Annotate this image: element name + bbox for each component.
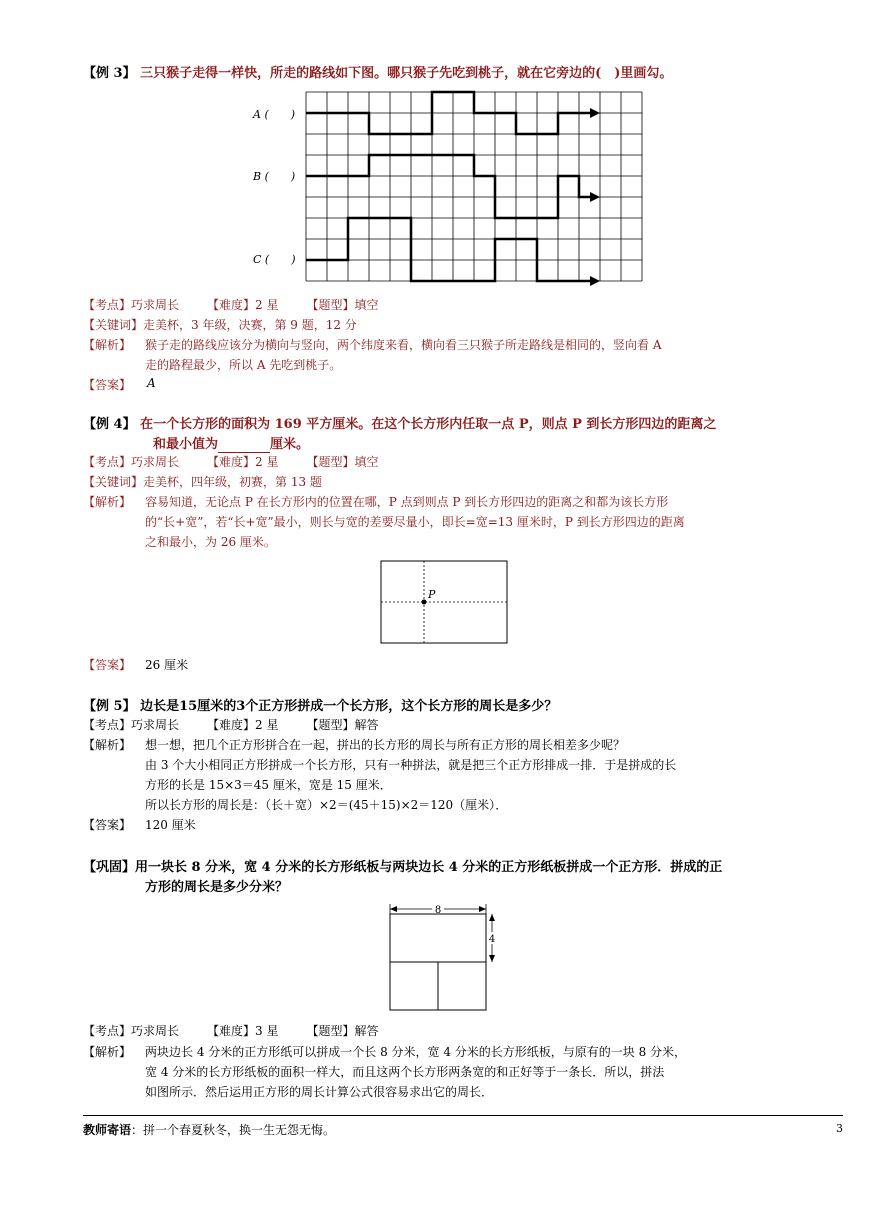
consolidation-question bbox=[83, 856, 722, 875]
example-5-question bbox=[83, 695, 557, 714]
consolidation-analysis-line: 如图所示．然后运用正方形的周长计算公式很容易求出它的周长． bbox=[145, 1085, 494, 1099]
difficulty: 【难度】2 星 bbox=[207, 298, 279, 312]
footer-divider bbox=[83, 1115, 843, 1116]
question-type: 【题型】填空 bbox=[306, 455, 379, 469]
example-4-text-2b: 厘米。 bbox=[270, 437, 310, 452]
arrow-c bbox=[590, 276, 600, 286]
point-p-label: P bbox=[428, 588, 436, 601]
example-4-question bbox=[83, 413, 716, 432]
example-3-keywords: 【关键词】走美杯，3 年级，决赛，第 9 题，12 分 bbox=[83, 318, 357, 332]
example-3-answer: A bbox=[147, 376, 156, 390]
example-4-analysis-line: 容易知道，无论点 P 在长方形内的位置在哪，P 点到则点 P 到长方形四边的距离之和都为该长方形 bbox=[145, 495, 669, 509]
example-3-analysis-line: 猴子走的路线应该分为横向与竖向，两个纬度来看，横向看三只猴子所走路线是相同的，竖向看 A bbox=[145, 338, 662, 352]
monkey-c-label: C ( ) bbox=[253, 253, 296, 266]
difficulty: 【难度】2 星 bbox=[207, 455, 279, 469]
route-b bbox=[306, 155, 590, 218]
example-5-tags bbox=[83, 716, 406, 733]
example-5-tag: 【例 5】 bbox=[83, 699, 136, 714]
difficulty: 【难度】3 星 bbox=[207, 1024, 279, 1038]
route-c bbox=[306, 218, 590, 281]
consolidation-analysis-line: 两块边长 4 分米的正方形纸可以拼成一个长 8 分米，宽 4 分米的长方形纸板，与原有的一块 8 分米， bbox=[145, 1045, 687, 1059]
example-5-analysis-line: 所以长方形的周长是：（长＋宽）×2＝(45＋15)×2＝120（厘米）． bbox=[145, 798, 508, 812]
example-3-answer-tag: 【答案】 bbox=[83, 378, 132, 392]
example-4-text: 在一个长方形的面积为 169 平方厘米。在这个长方形内任取一点 P，则点 P 到长方形四边的距离之 bbox=[140, 417, 717, 432]
kaodian: 【考点】巧求周长 bbox=[83, 455, 180, 469]
difficulty: 【难度】2 星 bbox=[207, 718, 279, 732]
footer-text: ：拼一个春夏秋冬，换一生无怨无悔。 bbox=[131, 1123, 336, 1137]
example-5-answer-tag: 【答案】 bbox=[83, 818, 132, 832]
example-4-analysis-line: 之和最小，为 26 厘米。 bbox=[145, 535, 276, 549]
dimension-length-label: 8 bbox=[434, 905, 442, 916]
arrow-b bbox=[590, 192, 600, 202]
square-assembly-diagram bbox=[380, 900, 500, 1015]
footer-label: 教师寄语 bbox=[83, 1123, 132, 1137]
consolidation-analysis-tag: 【解析】 bbox=[83, 1045, 132, 1059]
answer-blank bbox=[218, 437, 270, 453]
question-type: 【题型】解答 bbox=[306, 718, 379, 732]
example-3-tags bbox=[83, 296, 406, 313]
example-3-question bbox=[83, 62, 672, 81]
example-4-tag: 【例 4】 bbox=[83, 417, 136, 432]
consolidation-tags bbox=[83, 1022, 406, 1039]
example-4-analysis-tag: 【解析】 bbox=[83, 495, 132, 509]
question-type: 【题型】解答 bbox=[306, 1024, 379, 1038]
footer-teacher-note bbox=[83, 1121, 335, 1138]
example-4-analysis-line: 的“长+宽”，若“长+宽”最小，则长与宽的差要尽量小，即长=宽=13 厘米时，P 到长方形四边的距离 bbox=[145, 515, 685, 529]
arrow-a bbox=[590, 108, 600, 118]
consolidation-tag: 【巩固】 bbox=[83, 860, 136, 875]
example-3-text: 三只猴子走得一样快，所走的路线如下图。哪只猴子先吃到桃子，就在它旁边的( )里画勾。 bbox=[140, 66, 673, 81]
example-3-analysis-tag: 【解析】 bbox=[83, 338, 132, 352]
example-5-text: 边长是15厘米的3个正方形拼成一个长方形，这个长方形的周长是多少？ bbox=[140, 699, 558, 714]
page-number: 3 bbox=[836, 1122, 843, 1135]
monkey-route-grid bbox=[300, 85, 650, 290]
example-4-answer: 26 厘米 bbox=[145, 658, 189, 672]
example-4-answer-tag: 【答案】 bbox=[83, 658, 132, 672]
monkey-a-label: A ( ) bbox=[253, 108, 296, 121]
kaodian: 【考点】巧求周长 bbox=[83, 1024, 180, 1038]
consolidation-analysis-line: 宽 4 分米的长方形纸板的面积一样大，而且这两个长方形两条宽的和正好等于一条长．所以，拼法 bbox=[145, 1065, 665, 1079]
question-type: 【题型】填空 bbox=[306, 298, 379, 312]
example-5-analysis-line: 方形的长是 15×3＝45 厘米，宽是 15 厘米． bbox=[145, 778, 392, 792]
example-4-keywords: 【关键词】走美杯，四年级，初赛，第 13 题 bbox=[83, 475, 322, 489]
consolidation-text: 用一块长 8 分米，宽 4 分米的长方形纸板与两块边长 4 分米的正方形纸板拼成一个正方形．拼成的正 bbox=[135, 860, 723, 875]
kaodian: 【考点】巧求周长 bbox=[83, 298, 180, 312]
example-5-analysis-tag: 【解析】 bbox=[83, 738, 132, 752]
rectangle-point-diagram bbox=[380, 560, 510, 646]
example-4-question-line2 bbox=[153, 433, 309, 453]
example-4-text-2a: 和最小值为 bbox=[153, 437, 219, 452]
example-5-answer: 120 厘米 bbox=[145, 818, 196, 832]
example-3-analysis-line: 走的路程最少，所以 A 先吃到桃子。 bbox=[145, 358, 342, 372]
example-3-tag: 【例 3】 bbox=[83, 66, 136, 81]
monkey-b-label: B ( ) bbox=[253, 170, 296, 183]
kaodian: 【考点】巧求周长 bbox=[83, 718, 180, 732]
consolidation-question-line2: 方形的周长是多少分米？ bbox=[145, 880, 289, 895]
example-5-analysis-line: 想一想，把几个正方形拼合在一起，拼出的长方形的周长与所有正方形的周长相差多少呢？ bbox=[145, 738, 626, 752]
example-5-analysis-line: 由 3 个大小相同正方形拼成一个长方形，只有一种拼法，就是把三个正方形排成一排．于是拼成的长 bbox=[145, 758, 677, 772]
example-4-tags bbox=[83, 453, 406, 470]
dimension-width-label: 4 bbox=[488, 934, 496, 945]
